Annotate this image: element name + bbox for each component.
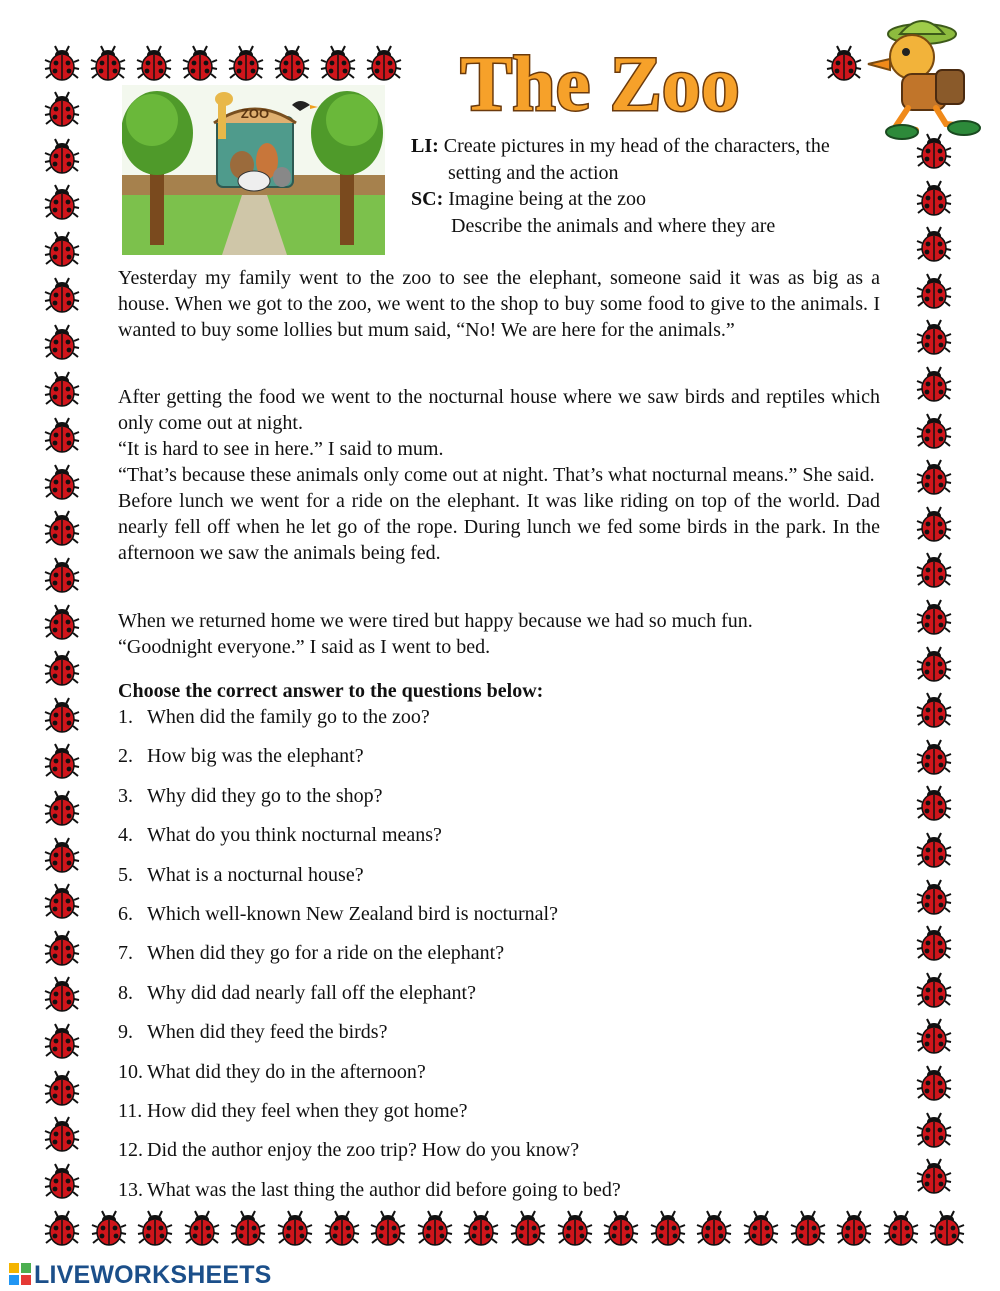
question-number: 6. xyxy=(118,902,133,925)
zoo-sign-text: ZOO xyxy=(240,106,270,121)
ladybug-icon xyxy=(916,456,952,496)
ladybug-icon xyxy=(44,601,80,641)
question-text: When did they feed the birds? xyxy=(147,1021,388,1044)
story-p2a: After getting the food we went to the nocturnal house where we saw birds and reptiles which only come out at night. xyxy=(118,386,880,434)
question-text: Why did dad nearly fall off the elephant? xyxy=(147,981,476,1004)
ladybug-icon xyxy=(916,1015,952,1055)
ladybug-icon xyxy=(44,1067,80,1107)
ladybug-icon xyxy=(274,42,310,82)
ladybug-icon xyxy=(44,181,80,221)
ladybug-icon xyxy=(366,42,402,82)
ladybug-icon xyxy=(929,1207,965,1247)
ladybug-icon xyxy=(916,643,952,683)
sc-line-2: Describe the animals and where they are xyxy=(451,214,776,237)
question-number: 11. xyxy=(118,1099,143,1122)
question-text: When did they go for a ride on the elephant? xyxy=(147,942,505,965)
ladybug-icon xyxy=(916,503,952,543)
ladybug-icon xyxy=(44,647,80,687)
ladybug-icon xyxy=(826,42,862,82)
question-text: Which well-known New Zealand bird is nocturnal? xyxy=(147,902,558,925)
page-title xyxy=(430,42,770,126)
ladybug-icon xyxy=(883,1207,919,1247)
question-item xyxy=(118,1177,888,1216)
ladybug-icon xyxy=(44,787,80,827)
ladybug-icon xyxy=(44,880,80,920)
ladybug-icon xyxy=(916,596,952,636)
duck-explorer-mascot xyxy=(862,12,982,142)
question-number: 2. xyxy=(118,745,133,768)
ladybug-icon xyxy=(182,42,218,82)
title-text: The Zoo xyxy=(460,42,740,126)
question-item xyxy=(118,822,888,861)
ladybug-icon xyxy=(916,363,952,403)
question-item xyxy=(118,783,888,822)
ladybug-icon xyxy=(916,876,952,916)
ladybug-icon xyxy=(44,42,80,82)
ladybug-icon xyxy=(44,461,80,501)
learning-intentions xyxy=(411,133,891,239)
question-text: What is a nocturnal house? xyxy=(147,863,364,886)
question-text: How did they feel when they got home? xyxy=(147,1099,468,1122)
ladybug-icon xyxy=(44,274,80,314)
ladybug-icon xyxy=(44,554,80,594)
ladybug-icon xyxy=(136,42,172,82)
ladybug-icon xyxy=(44,507,80,547)
story-p2d: Before lunch we went for a ride on the elephant. It was like riding on top of the world. Dad nearly fell off when he let go of the rope. During lunch we fed some birds in the park. In the afternoon we saw the animals being fed. xyxy=(118,490,880,564)
ladybug-icon xyxy=(916,316,952,356)
question-item xyxy=(118,704,888,743)
li-line xyxy=(411,133,891,160)
ladybug-icon xyxy=(916,270,952,310)
ladybug-icon xyxy=(44,1113,80,1153)
ladybug-icon xyxy=(44,694,80,734)
question-number: 1. xyxy=(118,706,133,728)
ladybug-icon xyxy=(44,1160,80,1200)
story-p2b: “It is hard to see in here.” I said to mum. xyxy=(118,438,444,460)
ladybug-icon xyxy=(916,829,952,869)
questions-heading: Choose the correct answer to the questions below: xyxy=(118,680,544,702)
question-item xyxy=(118,901,888,940)
ladybug-icon xyxy=(916,922,952,962)
question-number: 3. xyxy=(118,784,133,807)
question-item xyxy=(118,743,888,782)
story-p3b: “Goodnight everyone.” I said as I went to bed. xyxy=(118,636,491,658)
ladybug-icon xyxy=(44,1020,80,1060)
question-text: How big was the elephant? xyxy=(147,745,364,768)
li-text-1: Create pictures in my head of the characters, the xyxy=(443,135,830,157)
ladybug-icon xyxy=(916,1155,952,1195)
question-number: 8. xyxy=(118,981,133,1004)
ladybug-icon xyxy=(44,414,80,454)
question-item xyxy=(118,862,888,901)
ladybug-icon xyxy=(916,736,952,776)
question-item xyxy=(118,1059,888,1098)
question-text: When did the family go to the zoo? xyxy=(147,706,430,728)
story-paragraph-1 xyxy=(118,265,880,343)
question-item xyxy=(118,1019,888,1058)
ladybug-icon xyxy=(916,969,952,1009)
ladybug-icon xyxy=(916,223,952,263)
liveworksheets-brand[interactable]: LIVEWORKSHEETS xyxy=(34,1261,272,1289)
ladybug-icon xyxy=(916,177,952,217)
liveworksheets-logo-icon xyxy=(8,1262,32,1286)
ladybug-icon xyxy=(916,410,952,450)
question-number: 13. xyxy=(118,1178,143,1201)
story-p1: Yesterday my family went to the zoo to see the elephant, someone said it was as big as a house. When we got to the zoo, we went to the shop to buy some food to give to the animals. I wanted to buy some lollies but mum said, “No! We are here for the animals.” xyxy=(118,267,880,341)
question-item xyxy=(118,1098,888,1137)
question-text: What did they do in the afternoon? xyxy=(147,1060,426,1083)
ladybug-icon xyxy=(44,368,80,408)
question-number: 5. xyxy=(118,863,133,886)
question-text: Did the author enjoy the zoo trip? How do you know? xyxy=(147,1139,580,1162)
sc-text-1: Imagine being at the zoo xyxy=(448,188,646,210)
ladybug-icon xyxy=(44,135,80,175)
ladybug-icon xyxy=(44,740,80,780)
question-number: 12. xyxy=(118,1139,143,1162)
ladybug-icon xyxy=(44,228,80,268)
zoo-entrance-illustration xyxy=(122,85,385,255)
ladybug-icon xyxy=(44,88,80,128)
li-label: LI: xyxy=(411,135,439,157)
question-number: 9. xyxy=(118,1021,133,1044)
li-line-2: setting and the action xyxy=(448,161,619,184)
ladybug-icon xyxy=(916,1109,952,1149)
question-item xyxy=(118,940,888,979)
ladybug-icon xyxy=(320,42,356,82)
question-item xyxy=(118,1137,888,1176)
ladybug-icon xyxy=(44,321,80,361)
story-p2c: “That’s because these animals only come out at night. That’s what nocturnal means.” She said. xyxy=(118,464,875,486)
question-text: What do you think nocturnal means? xyxy=(147,824,442,847)
ladybug-icon xyxy=(228,42,264,82)
ladybug-icon xyxy=(916,782,952,822)
ladybug-icon xyxy=(44,927,80,967)
question-number: 4. xyxy=(118,824,133,847)
sc-line xyxy=(411,186,891,213)
ladybug-icon xyxy=(44,1207,80,1247)
story-paragraph-3 xyxy=(118,608,880,660)
ladybug-icon xyxy=(916,1062,952,1102)
question-number: 10. xyxy=(118,1060,143,1083)
sc-label: SC: xyxy=(411,188,444,210)
story-paragraph-2 xyxy=(118,384,880,566)
question-item xyxy=(118,980,888,1019)
ladybug-icon xyxy=(44,834,80,874)
question-text: Why did they go to the shop? xyxy=(147,784,383,807)
question-text: What was the last thing the author did before going to bed? xyxy=(147,1178,621,1201)
story-p3a: When we returned home we were tired but happy because we had so much fun. xyxy=(118,610,753,632)
ladybug-icon xyxy=(916,549,952,589)
ladybug-icon xyxy=(916,689,952,729)
ladybug-icon xyxy=(90,42,126,82)
ladybug-icon xyxy=(44,973,80,1013)
question-number: 7. xyxy=(118,942,133,965)
questions-section xyxy=(118,678,888,1216)
